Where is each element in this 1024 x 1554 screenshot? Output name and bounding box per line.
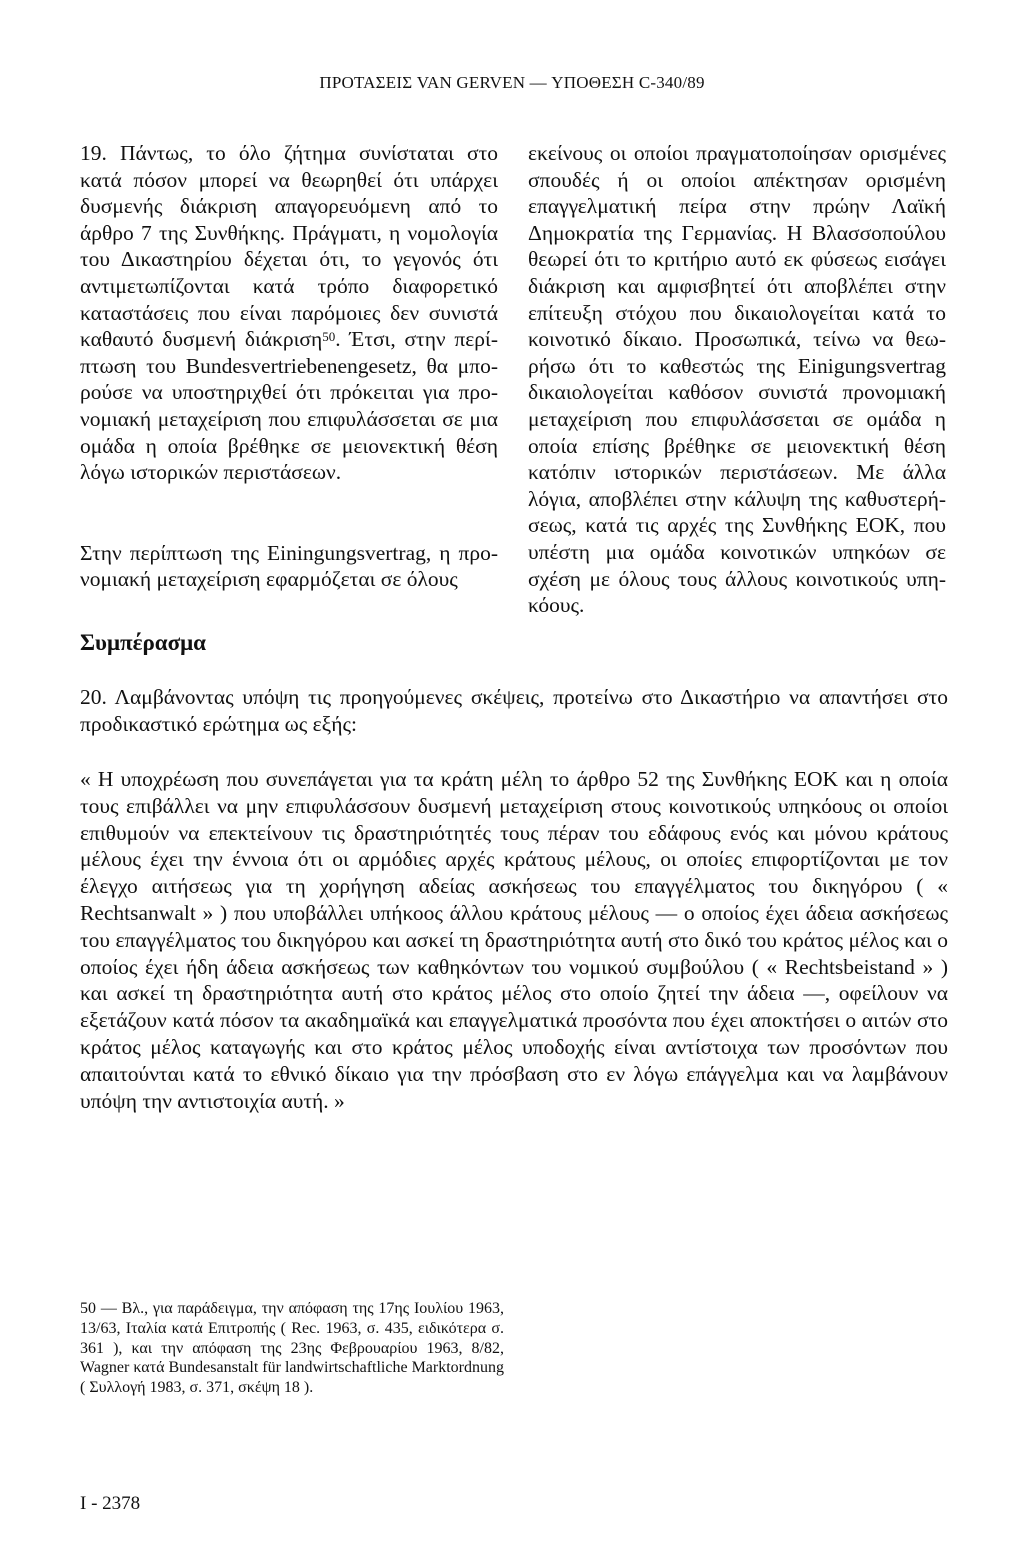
left-column xyxy=(80,140,498,593)
paragraph-19-continued: . Έτσι, στην περίπτωση του Bundesvertriebenengesetz, θα μπορούσε να υποστηριχθεί ότι πρόκειται για προνομιακή μεταχείριση που επιφυλάσσεται σε μια ομάδα η οποία βρέθηκε σε μειονεκτική θέση λόγω ιστορικών περιστάσεων. xyxy=(80,327,498,485)
paragraph-20-text: 20. Λαμβάνοντας υπόψη τις προηγούμενες σκέψεις, προτείνω στο Δικαστήριο να απαντήσει στο προδικαστικό ερώτημα ως εξής: xyxy=(80,685,948,736)
paragraph-20 xyxy=(80,684,948,738)
section-heading-conclusion: Συμπέρασμα xyxy=(80,630,206,655)
paragraph-19 xyxy=(80,140,498,486)
proposed-answer-quote xyxy=(80,766,948,1114)
paragraph-19-text: 19. Πάντως, το όλο ζήτημα συνίσταται στο κατά πόσον μπορεί να θεωρηθεί ότι υπάρχει δυσμενής διάκριση απαγορευόμενη από το άρθρο 7 της Συνθήκης. Πράγματι, η νομολογία του Δικαστηρίου δέχεται ότι, το γεγονός ότι αντιμετωπίζονται κατά τρόπο διαφορετικό καταστάσεις που είναι παρόμοιες δεν συνιστά καθαυτό δυσμενή διάκριση xyxy=(80,141,498,352)
right-column xyxy=(528,140,946,619)
proposed-answer-text: « Η υποχρέωση που συνεπάγεται για τα κράτη μέλη το άρθρο 52 της Συνθήκης ΕΟΚ και η οποία τους επιβάλλει να μην επιφυλάσσουν δυσμενή μεταχείριση στους κοινοτικούς υπηκόους οι οποίοι επιθυμούν να επεκτείνουν τις δραστηριότητές τους πέραν του εδάφους ενός και μόνου κράτους μέλους έχει την έννοια ότι οι αρμόδιες αρχές κράτους μέλους, οι οποίες επιφορτίζονται με τον έλεγχο αιτήσεως για τη χορήγηση αδείας ασκήσεως του επαγγέλματος του δικηγόρου ( « Rechtsanwalt » ) που υποβάλλει υπήκοος άλλου κράτους μέλους — ο οποίος έχει άδεια ασκήσεως του επαγγέλματος του δικηγόρου και ασκεί τη δραστηριότητα αυτή στο δικό του κράτος μέλος και ο οποίος έχει ήδη άδεια ασκήσεως των καθηκόντων του νομικού συμβούλου ( « Rechtsbeistand » ) και ασκεί τη δραστηριότητα αυτή στο κράτος μέλος στο οποίο ζητεί την άδεια —, οφείλουν να εξετάζουν κατά πόσον τα ακαδημαϊκά και επαγγελματικά προσόντα που έχει αποκτήσει ο αιτών στο κράτος μέλος καταγωγής και στο κράτος μέλος υποδοχής είναι αντίστοιχα των προσόντων που απαιτούνται κατά το εθνικό δίκαιο για την πρόσβαση στο εν λόγω επάγγελμα και να λαμβάνουν υπόψη την αντιστοιχία αυτή. » xyxy=(80,767,948,1113)
page-number: I - 2378 xyxy=(80,1493,141,1514)
footnote-50: 50 — Βλ., για παράδειγμα, την απόφαση της 17ης Ιουλίου 1963, 13/63, Ιταλία κατά Επιτροπής ( Rec. 1963, σ. 435, ειδικότερα σ. 361 ), και την απόφαση της 23ης Φεβρουαρίου 1963, 8/82, Wagner κατά Bundesanstalt für landwirtschaftliche Marktordnung ( Συλλογή 1983, σ. 371, σκέψη 18 ). xyxy=(80,1300,504,1397)
footnote-reference: 50 xyxy=(322,329,336,345)
running-header: ΠΡΟΤΑΣΕΙΣ VAN GERVEN — ΥΠΟΘΕΣΗ C-340/89 xyxy=(319,73,705,92)
paragraph-einigungsvertrag: Στην περίπτωση της Einingungsvertrag, η προνομιακή μεταχείριση εφαρμόζεται σε όλους xyxy=(80,540,498,592)
paragraph-continuation: εκείνους οι οποίοι πραγματοποίησαν ορισμένες σπουδές ή οι οποίοι απέκτησαν ορισμένη επαγγελματική πείρα στην πρώην Λαϊκή Δημοκρατία της Γερμανίας. Η Βλασσοπούλου θεωρεί ότι το κριτήριο αυτό εκ φύσεως εισάγει διάκριση και αμφισβητεί ότι αποβλέπει στην επίτευξη στόχου που δικαιολογείται κατά το κοινοτικό δίκαιο. Προσωπικά, τείνω να θεωρήσω ότι το καθεστώς της Einigungsvertrag δικαιολογείται καθόσον συνιστά προνομιακή μεταχείριση που επιφυλάσσεται σε ομάδα η οποία επίσης βρέθηκε σε μειονεκτική θέση κατόπιν ιστορικών περιστάσεων. Με άλλα λόγια, αποβλέπει στην κάλυψη της καθυστερήσεως, κατά τις αρχές της Συνθήκης ΕΟΚ, που υπέστη μια ομάδα κοινοτικών υπηκόων σε σχέση με όλους τους άλλους κοινοτικούς υπηκόους. xyxy=(528,141,946,618)
